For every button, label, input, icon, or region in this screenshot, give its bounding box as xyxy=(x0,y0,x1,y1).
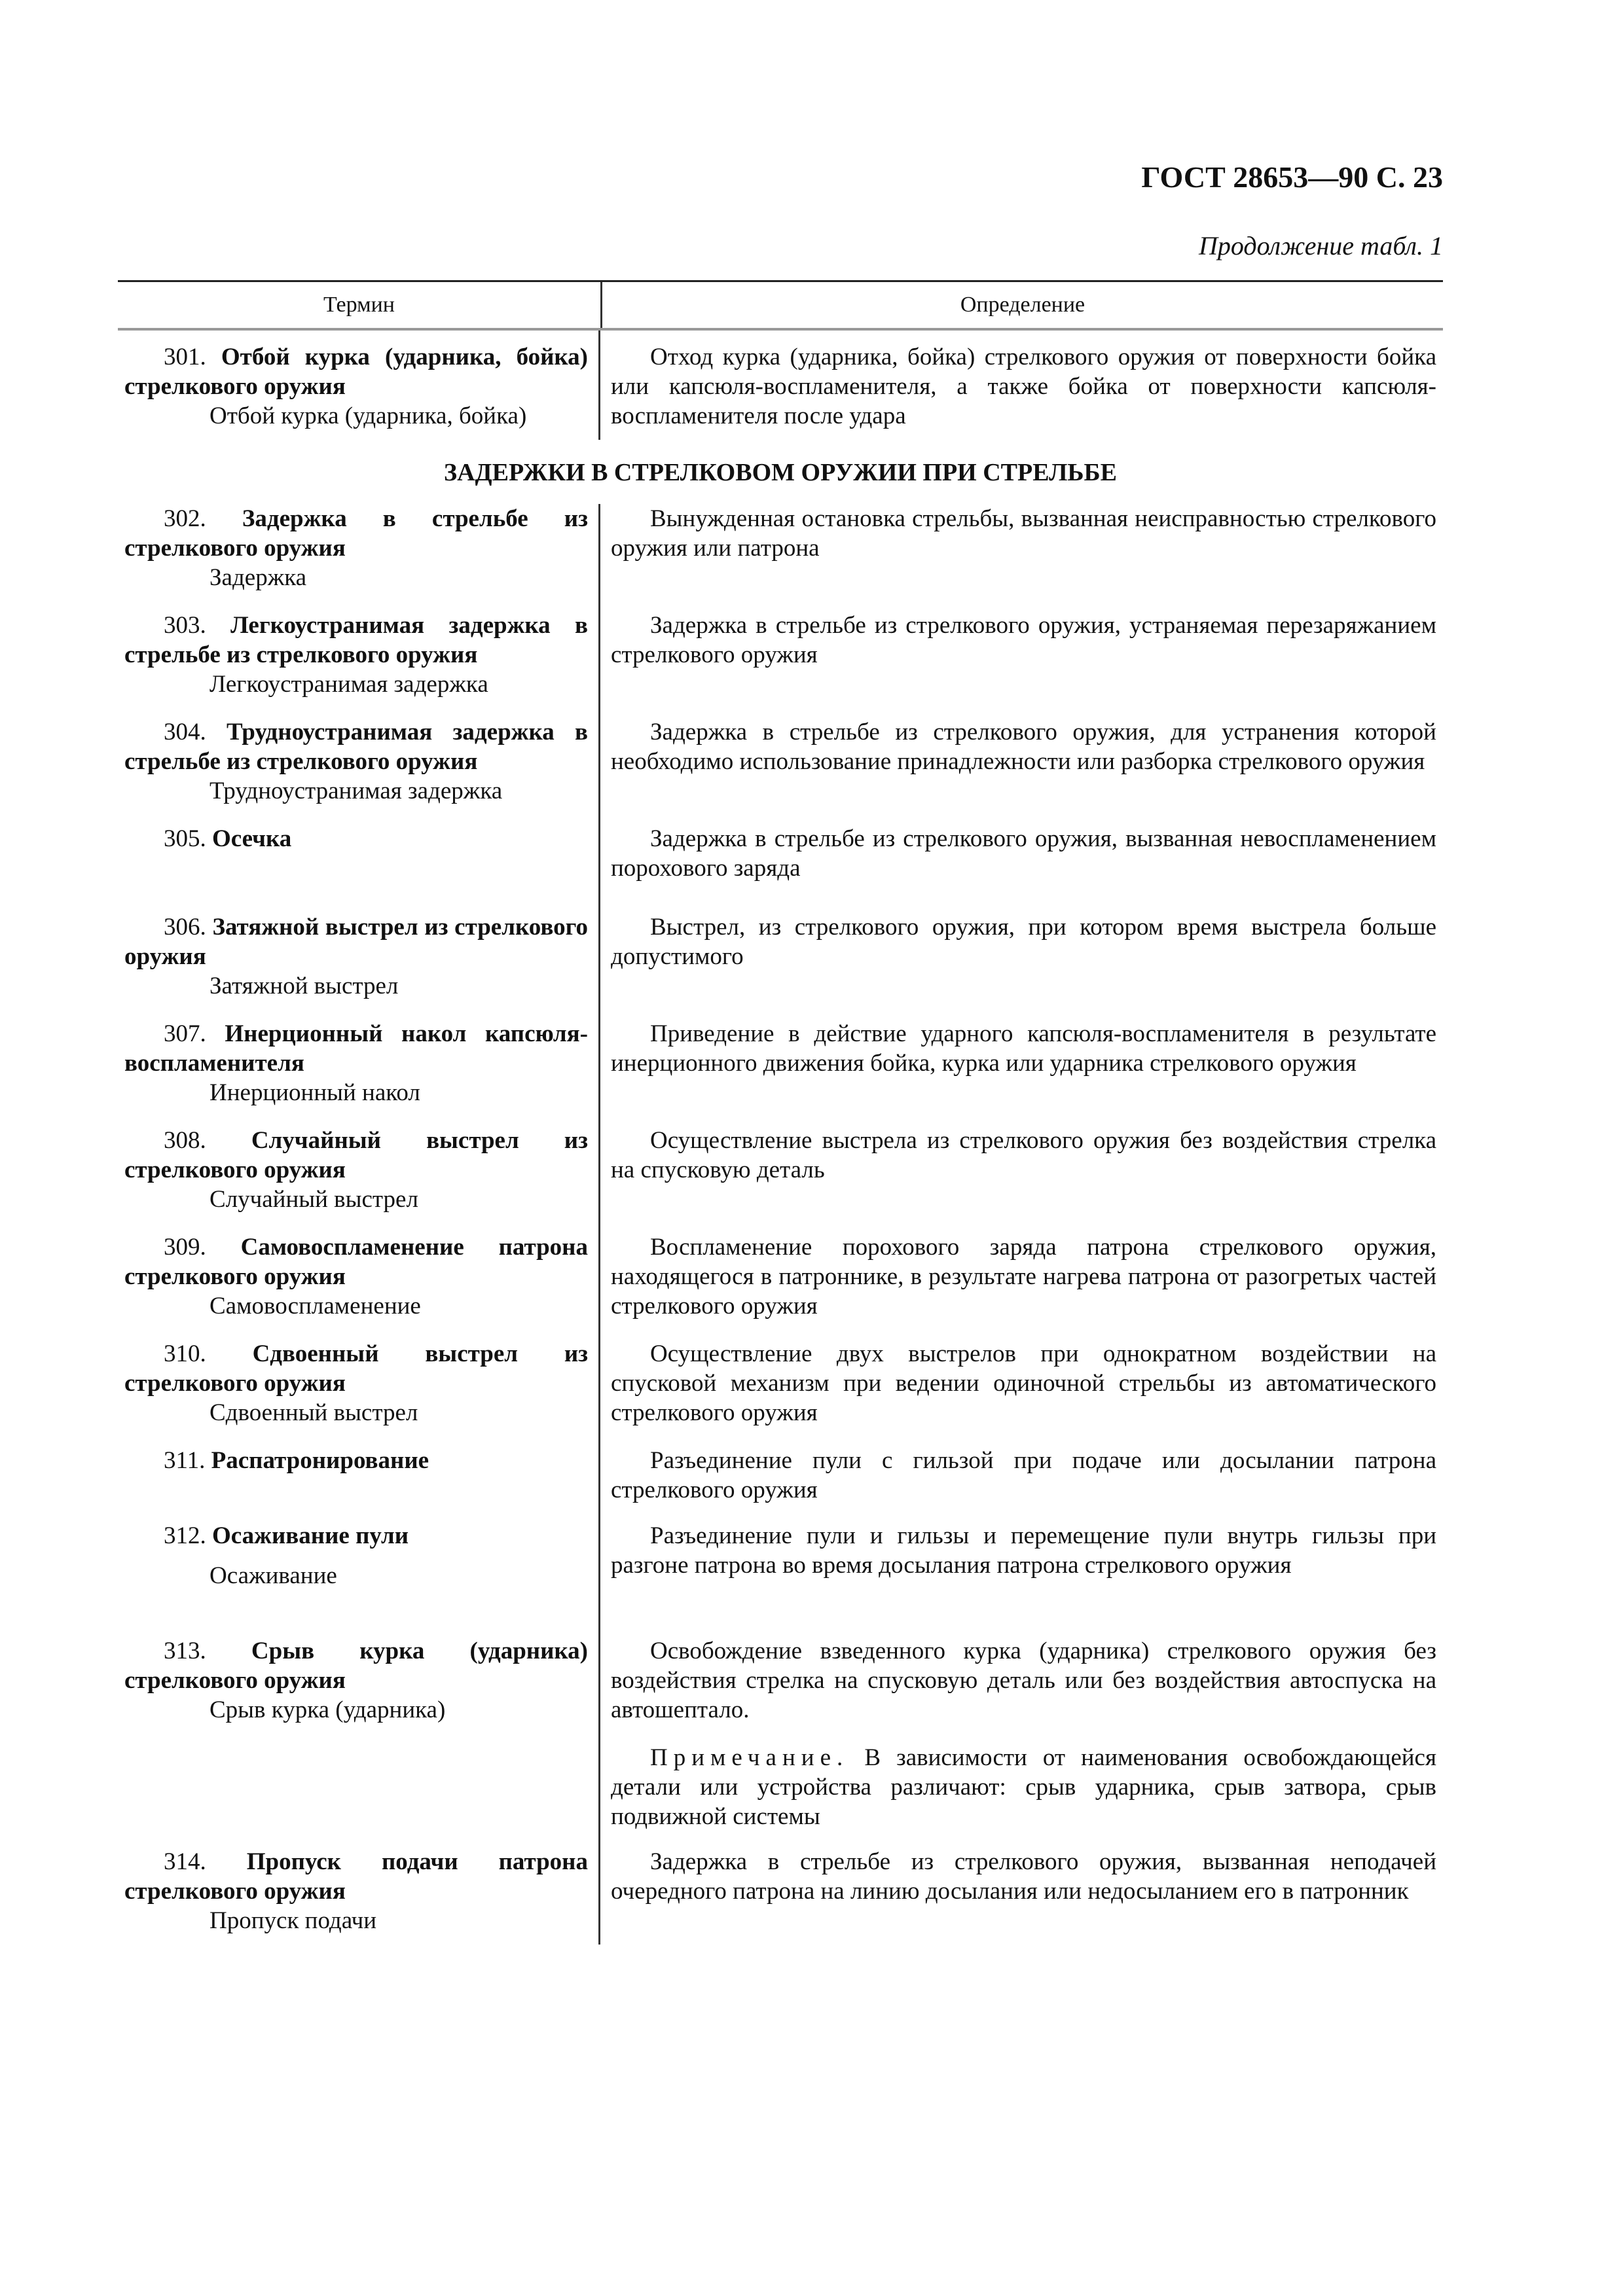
terms-table xyxy=(118,280,1443,1945)
table-row xyxy=(118,1232,1443,1339)
term-cell: 301. Отбой курка (ударника, бойка) стрелкового оружия Отбой курка (ударника, бойка) xyxy=(118,342,600,440)
term-cell: 304. Трудноустранимая задержка в стрельбе из стрелкового оружия Трудноустранимая задержка xyxy=(118,717,600,824)
table-row xyxy=(118,1521,1443,1636)
table-row xyxy=(118,1126,1443,1232)
term-name: Сдвоенный выстрел из стрелкового оружия xyxy=(124,1340,589,1397)
definition-cell: Разъединение пули с гильзой при подаче или досылании патрона стрелкового оружия xyxy=(611,1447,1436,1503)
table-row xyxy=(118,1446,1443,1521)
definition-cell: Вынужденная остановка стрельбы, вызванная неисправностью стрелкового оружия или патрона xyxy=(611,505,1436,562)
term-name: Срыв курка (ударника) стрелкового оружия xyxy=(124,1638,588,1694)
term-name: Затяжной выстрел из стрелкового оружия xyxy=(124,914,588,970)
definition-cell: Воспламенение порохового заряда патрона стрелкового оружия, находящегося в патроннике, в результате нагрева патрона от разогретых частей стрелкового оружия xyxy=(611,1234,1436,1319)
term-short: Легкоустранимая задержка xyxy=(210,671,488,698)
term-short: Самовоспламенение xyxy=(210,1293,421,1319)
table-row xyxy=(118,342,1443,440)
term-cell: 311. Распатронирование xyxy=(118,1446,600,1521)
term-name: Распатронирование xyxy=(211,1447,429,1474)
definition-cell: Задержка в стрельбе из стрелкового оружия, устраняемая перезаряжанием стрелкового оружия xyxy=(611,612,1436,668)
note-label: Примечание. xyxy=(650,1744,849,1771)
definition-cell: Освобождение взведенного курка (ударника) стрелкового оружия без воздействия стрелка на спусковую деталь или без воздействия автоспуска на автошептало. Примечание. В зависимости от наименования освобождающейся детали или устройства различают: срыв ударника, срыв затвора, срыв подвижной системы xyxy=(611,1638,1436,1830)
term-short: Осаживание xyxy=(210,1562,337,1589)
term-short: Трудноустранимая задержка xyxy=(210,778,503,804)
table-continuation-label: Продолжение табл. 1 xyxy=(1198,231,1443,260)
definition-cell: Осуществление выстрела из стрелкового оружия без воздействия стрелка на спусковую деталь xyxy=(611,1127,1436,1183)
term-name: Случайный выстрел из стрелкового оружия xyxy=(124,1127,588,1183)
term-short: Сдвоенный выстрел xyxy=(210,1399,418,1426)
table-row xyxy=(118,912,1443,1019)
table-row xyxy=(118,717,1443,824)
term-name: Задержка в стрельбе из стрелкового оружия xyxy=(124,505,588,562)
term-cell: 302. Задержка в стрельбе из стрелкового оружия Задержка xyxy=(118,504,600,611)
column-header-term: Термин xyxy=(118,282,602,328)
term-short: Отбой курка (ударника, бойка) xyxy=(210,403,527,429)
term-name: Самовоспламенение патрона стрелкового оружия xyxy=(124,1234,588,1290)
term-name: Легкоустранимая задержка в стрельбе из стрелкового оружия xyxy=(124,612,588,668)
term-name: Осечка xyxy=(212,825,292,852)
definition-cell: Задержка в стрельбе из стрелкового оружия, вызванная неподачей очередного патрона на линию досылания или недосыланием его в патронник xyxy=(611,1848,1436,1905)
term-cell: 312. Осаживание пули Осаживание xyxy=(118,1521,600,1636)
term-cell: 314. Пропуск подачи патрона стрелкового оружия Пропуск подачи xyxy=(118,1847,600,1945)
term-name: Инерционный накол капсюля-воспламенителя xyxy=(124,1020,588,1077)
term-cell: 309. Самовоспламенение патрона стрелкового оружия Самовоспламенение xyxy=(118,1232,600,1339)
note xyxy=(611,1743,1436,1831)
column-header-definition: Определение xyxy=(960,293,1085,317)
table-row xyxy=(118,611,1443,717)
table-row xyxy=(118,824,1443,912)
definition-cell: Задержка в стрельбе из стрелкового оружия, для устранения которой необходимо использование принадлежности или разборка стрелкового оружия xyxy=(611,719,1436,775)
term-short: Срыв курка (ударника) xyxy=(210,1696,446,1723)
term-cell: 306. Затяжной выстрел из стрелкового оружия Затяжной выстрел xyxy=(118,912,600,1019)
definition-cell: Осуществление двух выстрелов при однократном воздействии на спусковой механизм при ведении одиночной стрельбы из автоматического стрелкового оружия xyxy=(611,1340,1436,1426)
table-row xyxy=(118,1636,1443,1847)
term-name: Отбой курка (ударника, бойка) стрелкового оружия xyxy=(124,344,588,400)
table-row xyxy=(118,504,1443,611)
term-cell: 313. Срыв курка (ударника) стрелкового оружия Срыв курка (ударника) xyxy=(118,1636,600,1847)
term-cell: 303. Легкоустранимая задержка в стрельбе из стрелкового оружия Легкоустранимая задержка xyxy=(118,611,600,717)
table-row xyxy=(118,1019,1443,1126)
page-header: ГОСТ 28653—90 С. 23 xyxy=(1141,160,1443,194)
term-short: Случайный выстрел xyxy=(210,1186,418,1213)
term-name: Пропуск подачи патрона стрелкового оружия xyxy=(124,1848,588,1905)
table-row xyxy=(118,1847,1443,1945)
term-short: Пропуск подачи xyxy=(210,1907,377,1934)
table-header xyxy=(118,282,1443,328)
term-cell: 310. Сдвоенный выстрел из стрелкового оружия Сдвоенный выстрел xyxy=(118,1339,600,1446)
term-name: Осаживание пули xyxy=(212,1522,409,1549)
definition-cell: Разъединение пули и гильзы и перемещение пули внутрь гильзы при разгоне патрона во время досылания патрона стрелкового оружия xyxy=(611,1522,1436,1579)
definition-cell: Задержка в стрельбе из стрелкового оружия, вызванная невоспламенением порохового заряда xyxy=(611,825,1436,882)
definition-cell: Выстрел, из стрелкового оружия, при котором время выстрела больше допустимого xyxy=(611,914,1436,970)
term-cell: 305. Осечка xyxy=(118,824,600,912)
section-title: ЗАДЕРЖКИ В СТРЕЛКОВОМ ОРУЖИИ ПРИ СТРЕЛЬБЕ xyxy=(444,459,1117,486)
term-short: Задержка xyxy=(210,564,307,591)
term-short: Инерционный накол xyxy=(210,1079,420,1106)
term-short: Затяжной выстрел xyxy=(210,973,399,999)
definition-cell: Отход курка (ударника, бойка) стрелкового оружия от поверхности бойка или капсюля-воспламенителя, а также бойка от поверхности капсюля-воспламенителя после удара xyxy=(611,344,1436,429)
table-row xyxy=(118,1339,1443,1446)
term-cell: 307. Инерционный накол капсюля-воспламенителя Инерционный накол xyxy=(118,1019,600,1126)
definition-cell: Приведение в действие ударного капсюля-воспламенителя в результате инерционного движения бойка, курка или ударника стрелкового оружия xyxy=(611,1020,1436,1077)
term-cell: 308. Случайный выстрел из стрелкового оружия Случайный выстрел xyxy=(118,1126,600,1232)
note-text: В зависимости от наименования освобождающейся детали или устройства различают: срыв ударника, срыв затвора, срыв подвижной системы xyxy=(611,1744,1436,1830)
term-name: Трудноустранимая задержка в стрельбе из стрелкового оружия xyxy=(124,719,588,775)
